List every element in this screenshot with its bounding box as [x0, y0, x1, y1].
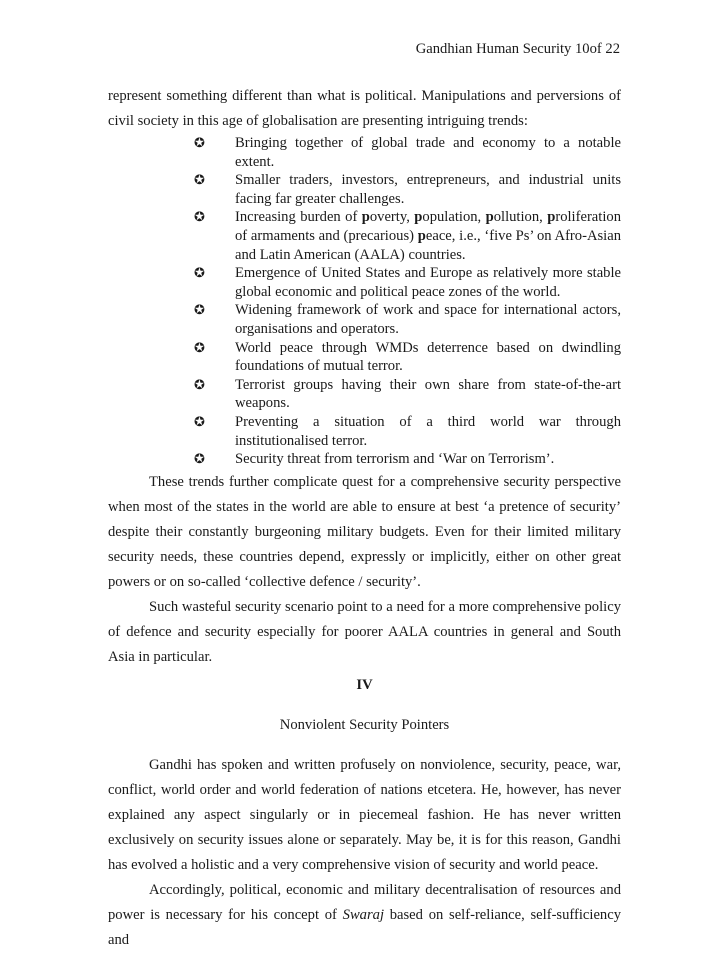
list-item: ✪ World peace through WMDs deterrence based on dwindling foundations of mutual terror. — [149, 339, 621, 376]
trends-list — [108, 134, 621, 469]
section-title: Nonviolent Security Pointers — [279, 716, 450, 733]
circled-star-icon: ✪ — [194, 302, 205, 318]
running-header: Gandhian Human Security 10of 22 — [415, 41, 620, 57]
spacer — [108, 738, 621, 753]
circled-star-icon: ✪ — [194, 265, 205, 281]
list-item: ✪ Increasing burden of poverty, population, pollution, proliferation of armaments and (precarious) peace, i.e., ‘five Ps’ on Afro-Asian and Latin American (AALA) countries. — [149, 208, 621, 264]
list-item: ✪ Emergence of United States and Europe as relatively more stable global economic and political peace zones of the world. — [149, 264, 621, 301]
wasteful-scenario-paragraph: Such wasteful security scenario point to a need for a more comprehensive policy of defence and security especially for poorer AALA countries in general and South Asia in particular. — [108, 598, 621, 665]
list-item: ✪ Widening framework of work and space for international actors, organisations and operators. — [149, 301, 621, 338]
list-item: ✪ Preventing a situation of a third world war through institutionalised terror. — [149, 413, 621, 450]
circled-star-icon: ✪ — [194, 172, 205, 188]
page-body — [108, 84, 621, 953]
circled-star-icon: ✪ — [194, 339, 205, 355]
trends-paragraph: These trends further complicate quest for a comprehensive security perspective when most of the states in the world are able to ensure at best ‘a pretence of security’ despite their constantly burgeoning military budgets. Even for their limited military security needs, these countries depend, expressly or implicitly, either on other great powers or on so-called ‘collective defence / security’. — [108, 473, 621, 590]
circled-star-icon: ✪ — [194, 135, 205, 150]
swaraj-term: Swaraj — [342, 906, 384, 923]
circled-star-icon: ✪ — [194, 209, 205, 225]
circled-star-icon: ✪ — [194, 376, 205, 392]
section-numeral: IV — [356, 676, 373, 693]
gandhi-paragraph: Gandhi has spoken and written profusely on nonviolence, security, peace, war, conflict, world order and world federation of nations etcetera. He, however, has never explained any aspect singularly or in piecemeal fashion. He has never written exclusively on security issues alone or separately. May be, it is for this reason, Gandhi has evolved a holistic and a very comprehensive vision of security and world peace. — [108, 756, 621, 873]
swaraj-paragraph: Accordingly, political, economic and military decentralisation of resources and power is necessary for his concept of Swaraj based on self-reliance, self-sufficiency and — [108, 881, 622, 948]
list-item: ✪ Terrorist groups having their own share from state-of-the-art weapons. — [149, 376, 621, 413]
list-item: ✪ Security threat from terrorism and ‘War on Terrorism’. — [149, 450, 621, 469]
list-item: ✪ Smaller traders, investors, entrepreneurs, and industrial units facing far greater challenges. — [149, 171, 621, 208]
intro-paragraph: represent something different than what is political. Manipulations and perversions of civil society in this age of globalisation are presenting intriguing trends: — [108, 88, 621, 129]
circled-star-icon: ✪ — [194, 413, 205, 429]
circled-star-icon: ✪ — [194, 451, 205, 467]
list-item: ✪ Bringing together of global trade and economy to a notable extent. — [149, 134, 621, 171]
